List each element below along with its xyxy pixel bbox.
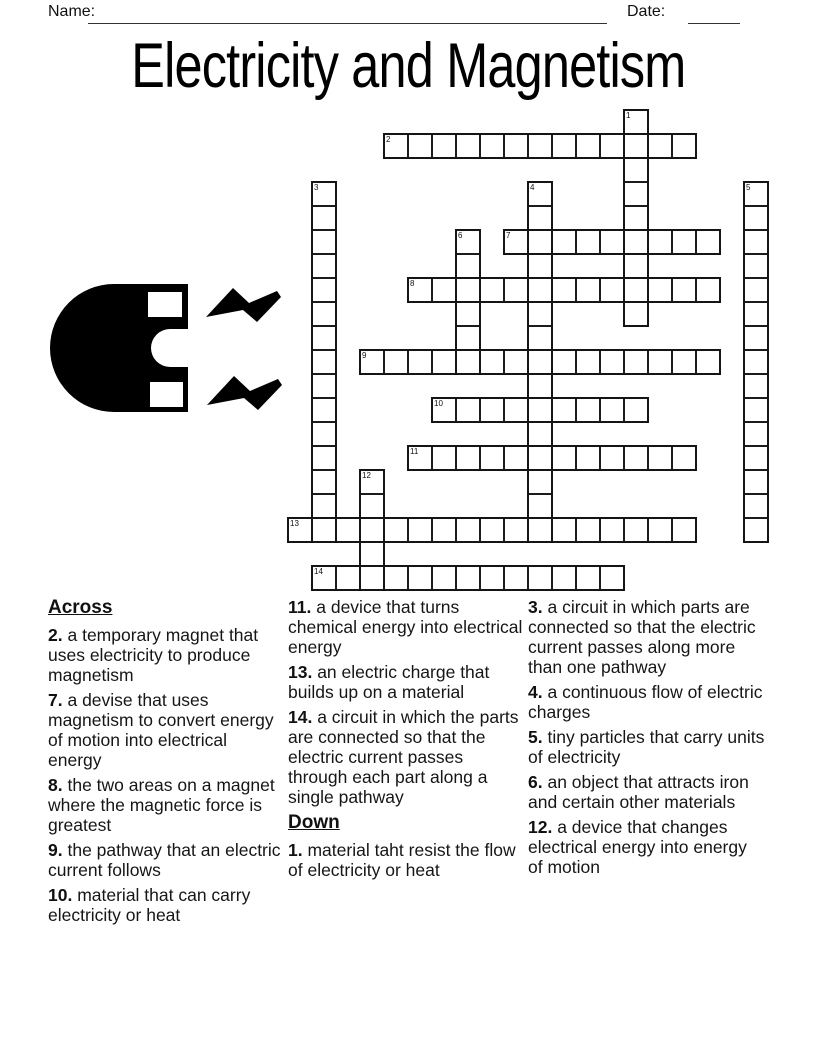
clue-number-label: 13. (288, 662, 313, 682)
clue-text: the pathway that an electric current follows (48, 840, 281, 880)
page-title: Electricity and Magnetism (130, 31, 686, 101)
clue-item (48, 625, 285, 685)
clue-number-label: 10. (48, 885, 73, 905)
clue-text: tiny particles that carry units of electricity (528, 727, 765, 767)
clue-item (528, 597, 765, 677)
clue-number-label: 7. (48, 690, 63, 710)
clue-item (528, 682, 765, 722)
clues-heading-down: Down (288, 812, 340, 833)
clue-text: a devise that uses magnetism to convert energy of motion into electrical energy (48, 690, 274, 770)
grid-clue-number: 3 (314, 183, 319, 192)
clue-text: an electric charge that builds up on a material (288, 662, 490, 702)
clue-number-label: 4. (528, 682, 543, 702)
clue-number-label: 1. (288, 840, 303, 860)
clue-number-label: 14. (288, 707, 313, 727)
grid-clue-number: 12 (362, 471, 371, 480)
clue-text: the two areas on a magnet where the magnetic force is greatest (48, 775, 275, 835)
grid-clue-number: 2 (386, 135, 391, 144)
word-outline (383, 133, 697, 159)
clue-number-label: 2. (48, 625, 63, 645)
grid-clue-number: 9 (362, 351, 367, 360)
word-outline (623, 109, 649, 327)
grid-clue-number: 4 (530, 183, 535, 192)
clue-item (528, 727, 765, 767)
clues-column-left (48, 597, 285, 930)
clues-heading-across: Across (48, 597, 113, 618)
clue-item (48, 840, 285, 880)
clue-item (48, 885, 285, 925)
clue-number-label: 5. (528, 727, 543, 747)
grid-clue-number: 8 (410, 279, 415, 288)
clue-item (288, 662, 525, 702)
grid-clue-number: 1 (626, 111, 631, 120)
clue-text: a device that changes electrical energy into energy of motion (528, 817, 747, 877)
clue-text: an object that attracts iron and certain other materials (528, 772, 749, 812)
word-outline (287, 517, 697, 543)
word-outline (455, 229, 481, 375)
grid-clue-number: 10 (434, 399, 443, 408)
clue-text: a circuit in which the parts are connected so that the electric current passes through each part along a single pathway (288, 707, 519, 807)
grid-clue-number: 11 (410, 447, 419, 456)
grid-clue-number: 6 (458, 231, 463, 240)
clue-text: a circuit in which parts are connected so that the electric current passes along more than one pathway (528, 597, 756, 677)
word-outline (527, 181, 553, 543)
clue-text: a continuous flow of electric charges (528, 682, 763, 722)
clue-number-label: 11. (288, 597, 312, 617)
clue-number-label: 12. (528, 817, 553, 837)
clues-column-middle (288, 597, 525, 885)
clue-number-label: 6. (528, 772, 543, 792)
clue-item (48, 775, 285, 835)
clue-number-label: 8. (48, 775, 63, 795)
clue-number-label: 3. (528, 597, 543, 617)
clue-text: material that can carry electricity or heat (48, 885, 251, 925)
clue-item (288, 840, 525, 880)
date-label: Date: (627, 3, 666, 20)
grid-clue-number: 13 (290, 519, 299, 528)
name-label: Name: (48, 3, 96, 20)
clue-item (528, 772, 765, 812)
clue-text: a device that turns chemical energy into electrical energy (288, 597, 523, 657)
clue-item (288, 707, 525, 807)
word-outline (743, 181, 769, 543)
clue-item (528, 817, 765, 877)
clue-item (288, 597, 525, 657)
clue-text: material taht resist the flow of electricity or heat (288, 840, 516, 880)
word-outline (311, 181, 337, 543)
clue-item (48, 690, 285, 770)
grid-clue-number: 7 (506, 231, 511, 240)
clues-column-right (528, 597, 765, 882)
clue-number-label: 9. (48, 840, 63, 860)
grid-clue-number: 14 (314, 567, 323, 576)
grid-clue-number: 5 (746, 183, 751, 192)
clue-text: a temporary magnet that uses electricity to produce magnetism (48, 625, 259, 685)
word-outline (359, 469, 385, 591)
